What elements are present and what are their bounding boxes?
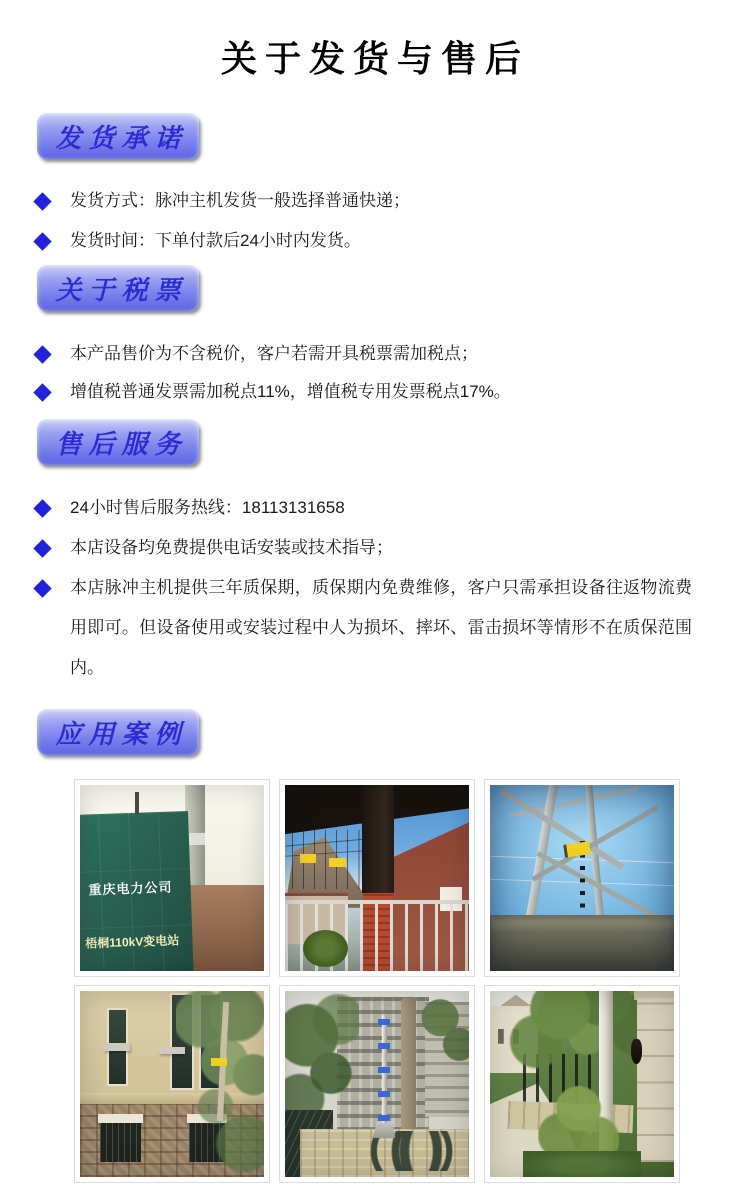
case-photo-courtyard <box>279 779 475 977</box>
electric-fence-post <box>135 792 139 814</box>
pole-base <box>373 1121 395 1138</box>
residential-photo <box>285 991 469 1177</box>
yellow-warning-sign <box>211 1058 228 1066</box>
bullet-text: 发货方式：脉冲主机发货一般选择普通快递； <box>70 191 410 210</box>
diamond-bullet-icon <box>33 539 51 557</box>
page-title: 关于发货与售后 <box>220 38 529 80</box>
dark-column <box>362 785 393 893</box>
window-awning <box>104 1043 130 1050</box>
grass-patch <box>523 1151 641 1177</box>
villa-photo <box>490 991 674 1177</box>
signboard-station-text: 梧桐110kV变电站 <box>84 932 180 951</box>
tower-photo <box>490 785 674 971</box>
blue-insulators <box>378 1019 390 1121</box>
bullet-text: 发货时间：下单付款后24小时内发货。 <box>70 231 361 250</box>
stone-pillar <box>637 998 674 1162</box>
iron-grille <box>100 1123 140 1162</box>
concrete-wall <box>490 915 674 971</box>
bullet-shipping-method <box>36 181 696 221</box>
diamond-bullet-icon <box>33 383 51 401</box>
banner-after-sales-service-label: 售后服务 <box>55 429 188 460</box>
tower-brace <box>509 786 639 817</box>
banner-tax-invoice <box>37 265 199 311</box>
green-signboard <box>80 811 193 971</box>
diamond-bullet-icon <box>33 232 51 250</box>
tree-trunk <box>401 998 416 1132</box>
case-photo-tower <box>484 779 680 977</box>
bullet-text: 24小时售后服务热线：18113131658 <box>70 498 345 517</box>
case-photo-villa <box>484 985 680 1183</box>
banner-after-sales-service <box>37 419 199 465</box>
yellow-warning-sign <box>329 858 346 867</box>
signboard-company-text: 重庆电力公司 <box>88 879 173 898</box>
case-photo-substation <box>74 779 270 977</box>
bullet-text: 本店脉冲主机提供三年质保期，质保期内免费维修，客户只需承担设备往返物流费用即可。但设备使用或安装过程中人为损坏、摔坏、雷击损坏等情形不在质保范围内。 <box>70 578 692 677</box>
garden-bush <box>303 930 347 967</box>
bullet-shipping-time <box>36 221 696 261</box>
banner-shipping-promise <box>37 113 199 159</box>
diamond-bullet-icon <box>33 499 51 517</box>
bullet-tax-excluded <box>36 334 696 374</box>
stone-building-photo <box>80 991 264 1177</box>
bullet-text: 本店设备均免费提供电话安装或技术指导； <box>70 538 393 557</box>
wall-lantern <box>631 1039 642 1063</box>
yellow-warning-sign <box>563 841 590 857</box>
diamond-bullet-icon <box>33 192 51 210</box>
substation-photo <box>80 785 264 971</box>
banner-application-cases <box>37 709 199 755</box>
bullet-text: 本产品售价为不含税价，客户若需开具税票需加税点； <box>70 344 478 363</box>
bullet-text: 增值税普通发票需加税点11%，增值税专用发票税点17%。 <box>70 382 511 401</box>
case-photo-residential <box>279 985 475 1183</box>
case-photo-stone-building <box>74 985 270 1183</box>
case-photo-gallery <box>74 779 680 1183</box>
courtyard-photo <box>285 785 469 971</box>
bullet-warranty-policy <box>36 568 696 688</box>
tree-foliage <box>421 991 469 1080</box>
yellow-warning-sign <box>300 854 317 863</box>
bullet-free-guidance <box>36 528 696 568</box>
diamond-bullet-icon <box>33 345 51 363</box>
banner-tax-invoice-label: 关于税票 <box>55 275 188 306</box>
wall-opening-lintel <box>98 1114 142 1123</box>
bullet-tax-rates <box>36 372 696 412</box>
diamond-bullet-icon <box>33 579 51 597</box>
bullet-service-hotline <box>36 488 696 528</box>
banner-application-cases-label: 应用案例 <box>55 719 188 750</box>
banner-shipping-promise-label: 发货承诺 <box>55 123 188 154</box>
